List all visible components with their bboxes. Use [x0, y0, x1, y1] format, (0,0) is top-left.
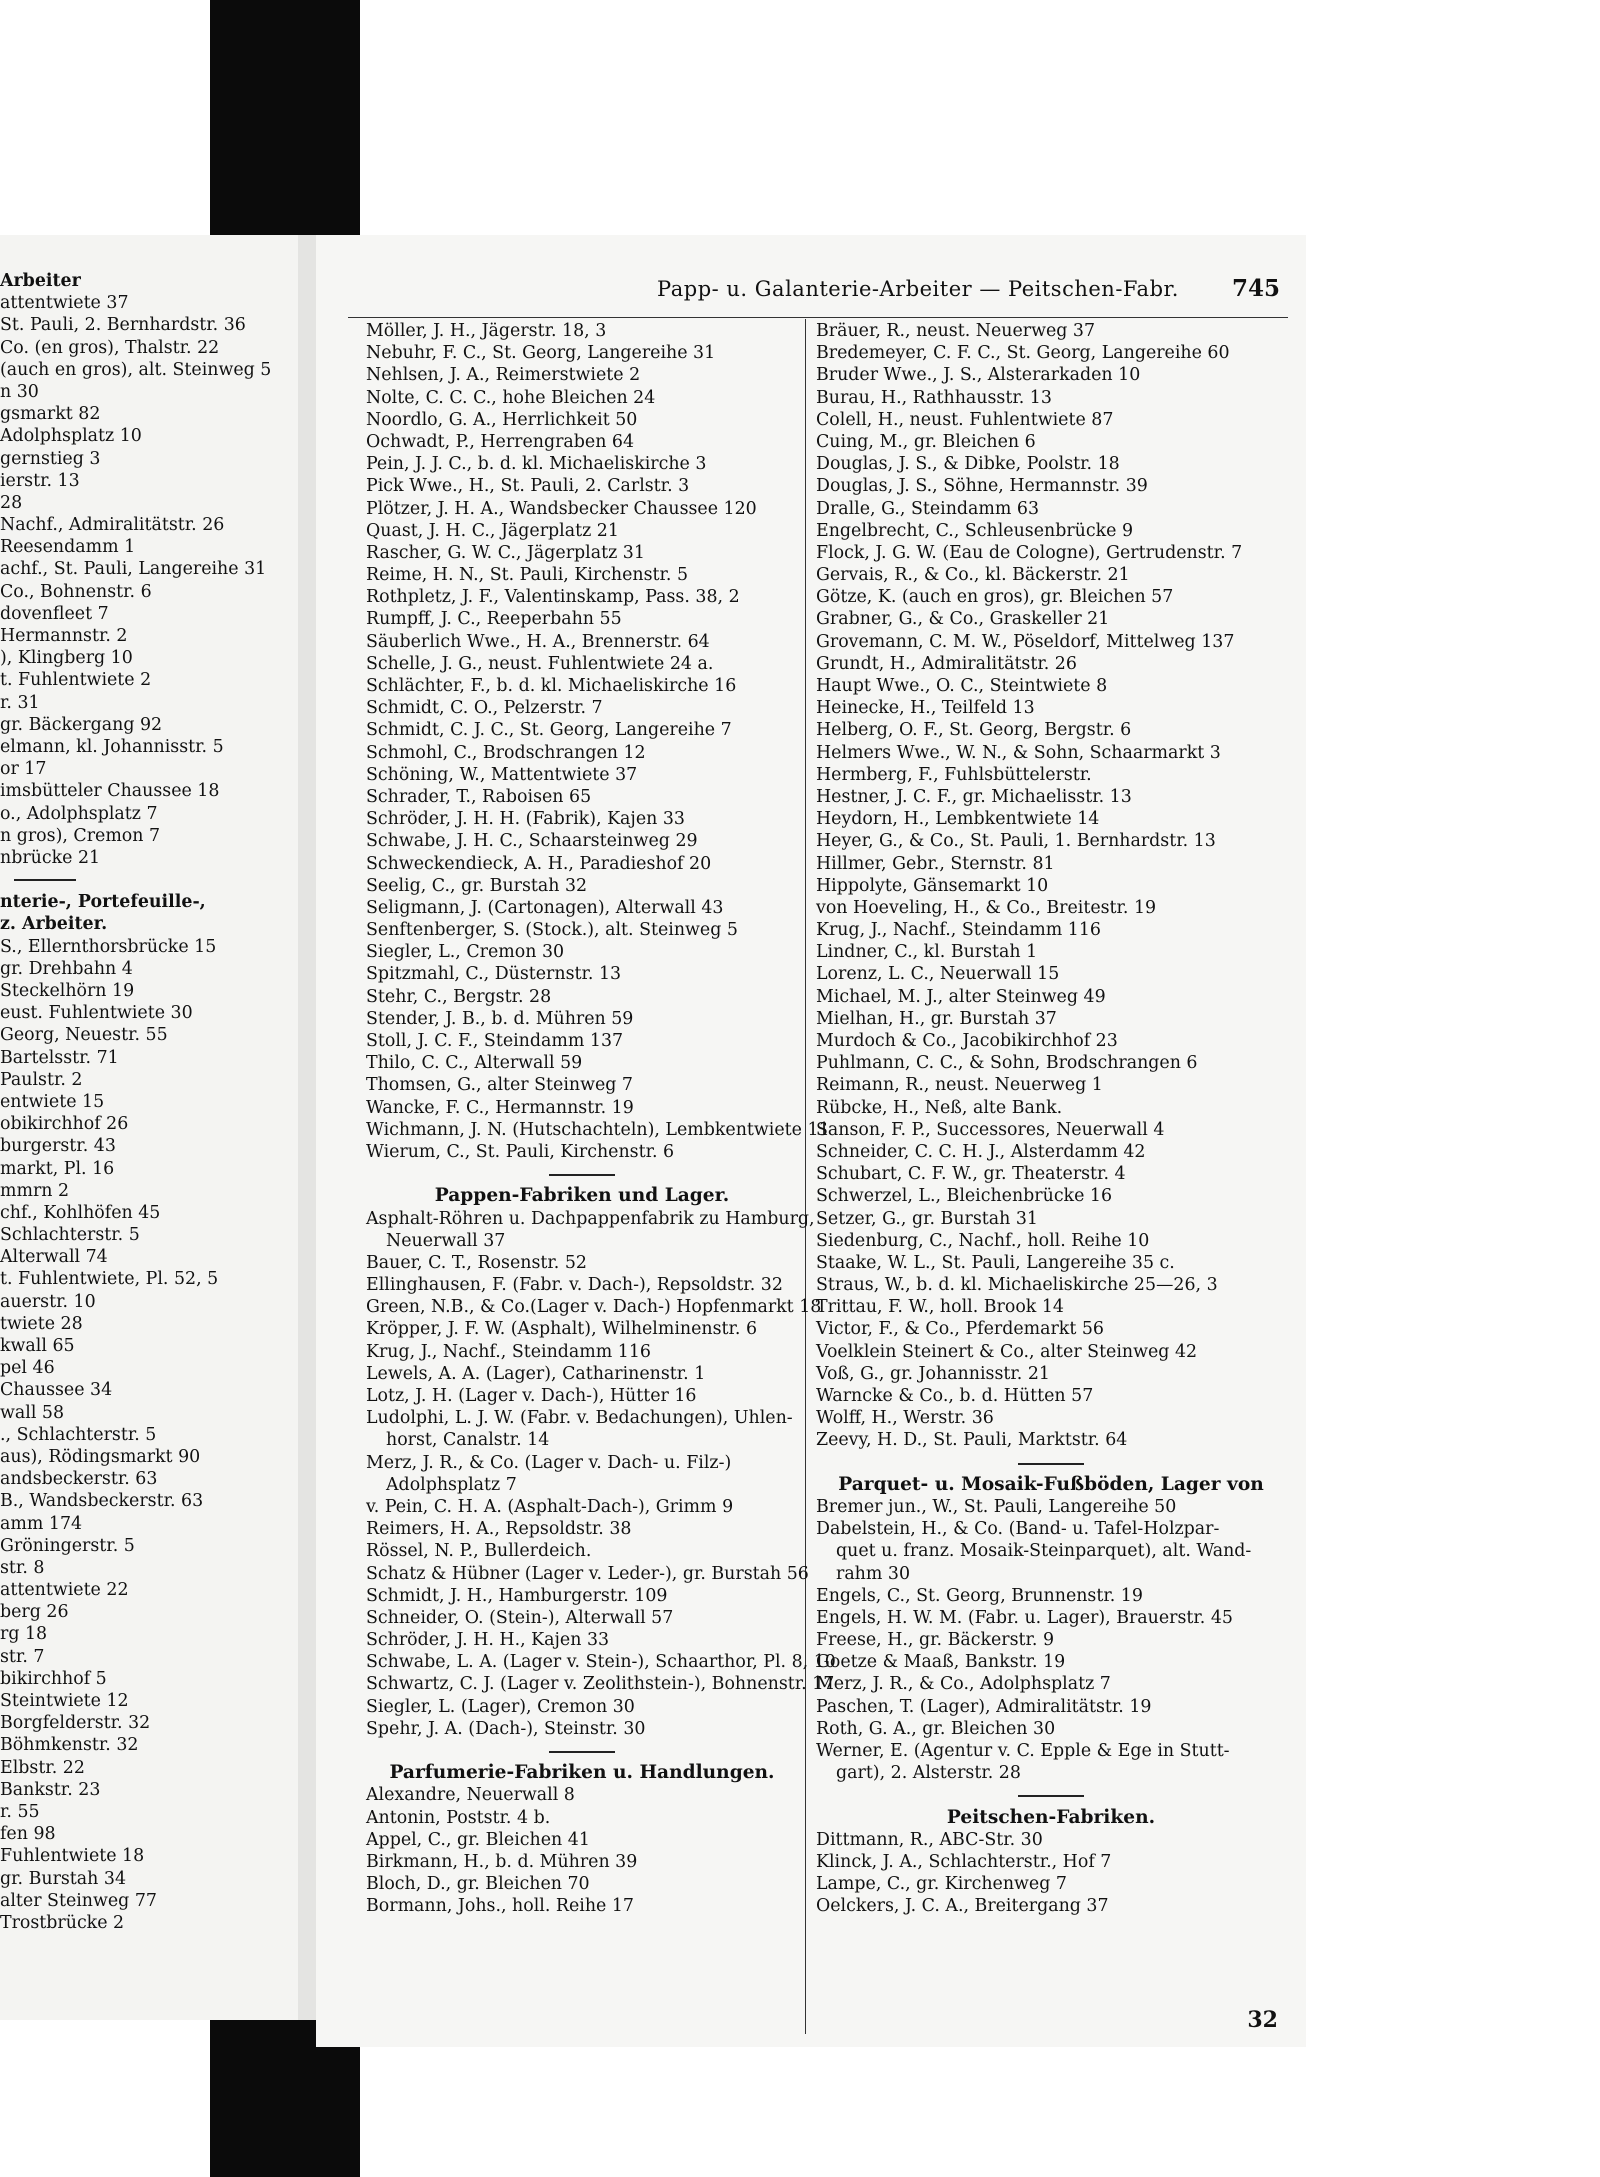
directory-entry: t. Fuhlentwiete, Pl. 52, 5	[0, 1269, 219, 1290]
section-heading: z. Arbeiter.	[0, 914, 108, 935]
directory-entry: Ludolphi, L. J. W. (Fabr. v. Bedachungen), Uhlen-	[366, 1408, 793, 1429]
directory-entry: Götze, K. (auch en gros), gr. Bleichen 57	[816, 587, 1174, 608]
directory-entry: amm 174	[0, 1513, 83, 1534]
directory-entry: ), Klingberg 10	[0, 648, 133, 669]
directory-entry: Asphalt-Röhren u. Dachpappenfabrik zu Hamburg,	[366, 1208, 815, 1229]
directory-entry: gr. Drehbahn 4	[0, 958, 133, 979]
directory-entry: Säuberlich Wwe., H. A., Brennerstr. 64	[366, 631, 710, 652]
directory-entry: Hippolyte, Gänsemarkt 10	[816, 875, 1049, 896]
directory-entry: Alexandre, Neuerwall 8	[366, 1785, 575, 1806]
directory-entry: Gröningerstr. 5	[0, 1535, 135, 1556]
directory-entry: Paulstr. 2	[0, 1069, 83, 1090]
directory-entry: quet u. franz. Mosaik-Steinparquet), alt. Wand-	[836, 1541, 1252, 1562]
directory-entry: Schatz & Hübner (Lager v. Leder-), gr. Burstah 56	[366, 1563, 809, 1584]
directory-entry: Heyer, G., & Co., St. Pauli, 1. Bernhardstr. 13	[816, 831, 1216, 852]
directory-entry: Grabner, G., & Co., Graskeller 21	[816, 609, 1110, 630]
directory-entry: str. 8	[0, 1557, 45, 1578]
directory-entry: r. 55	[0, 1801, 40, 1822]
directory-entry: Reimers, H. A., Repsoldstr. 38	[366, 1519, 632, 1540]
directory-entry: Trostbrücke 2	[0, 1912, 125, 1933]
directory-entry: eust. Fuhlentwiete 30	[0, 1003, 193, 1024]
directory-entry: mmrn 2	[0, 1180, 70, 1201]
directory-entry: Elbstr. 22	[0, 1757, 85, 1778]
directory-entry: Schelle, J. G., neust. Fuhlentwiete 24 a.	[366, 653, 714, 674]
directory-entry: Fuhlentwiete 18	[0, 1846, 145, 1867]
directory-entry: Colell, H., neust. Fuhlentwiete 87	[816, 409, 1114, 430]
directory-entry: Cuing, M., gr. Bleichen 6	[816, 431, 1036, 452]
directory-entry: Quast, J. H. C., Jägerplatz 21	[366, 520, 619, 541]
section-heading: Parfumerie-Fabriken u. Handlungen.	[389, 1762, 775, 1784]
directory-entry: n gros), Cremon 7	[0, 825, 161, 846]
directory-entry: Wichmann, J. N. (Hutschachteln), Lembkentwiete 11	[366, 1119, 830, 1140]
section-heading: Pappen-Fabriken und Lager.	[434, 1185, 730, 1207]
directory-entry: Borgfelderstr. 32	[0, 1713, 151, 1734]
directory-entry: Green, N.B., & Co.(Lager v. Dach-) Hopfenmarkt 18	[366, 1297, 822, 1318]
directory-entry: alter Steinweg 77	[0, 1890, 157, 1911]
directory-entry: Setzer, G., gr. Burstah 31	[816, 1208, 1038, 1229]
directory-entry: Lampe, C., gr. Kirchenweg 7	[816, 1874, 1067, 1895]
directory-entry: Bloch, D., gr. Bleichen 70	[366, 1874, 590, 1895]
directory-entry: Stoll, J. C. F., Steindamm 137	[366, 1031, 624, 1051]
directory-entry: berg 26	[0, 1602, 69, 1623]
directory-entry: Helmers Wwe., W. N., & Sohn, Schaarmarkt 3	[816, 742, 1221, 763]
directory-entry: Nehlsen, J. A., Reimerstwiete 2	[366, 365, 641, 386]
directory-entry: Douglas, J. S., & Dibke, Poolstr. 18	[816, 454, 1120, 475]
directory-entry: Siegler, L. (Lager), Cremon 30	[366, 1696, 635, 1717]
directory-entry: Siedenburg, C., Nachf., holl. Reihe 10	[816, 1230, 1150, 1251]
section-heading: Parquet- u. Mosaik-Fußböden, Lager von	[838, 1473, 1264, 1495]
directory-entry: Neuerwall 37	[386, 1230, 506, 1251]
directory-entry: Hillmer, Gebr., Sternstr. 81	[816, 853, 1055, 874]
directory-entry: aus), Rödingsmarkt 90	[0, 1446, 201, 1467]
directory-entry: Georg, Neuestr. 55	[0, 1025, 168, 1046]
directory-entry: Steckelhörn 19	[0, 981, 135, 1001]
directory-entry: Schröder, J. H. H., Kajen 33	[366, 1630, 610, 1651]
directory-entry: Nebuhr, F. C., St. Georg, Langereihe 31	[366, 343, 716, 364]
directory-entry: gart), 2. Alsterstr. 28	[836, 1763, 1021, 1784]
directory-entry: S., Ellernthorsbrücke 15	[0, 936, 217, 957]
directory-entry: Senftenberger, S. (Stock.), alt. Steinweg 5	[366, 920, 738, 941]
directory-entry: Seelig, C., gr. Burstah 32	[366, 875, 588, 896]
directory-entry: Seligmann, J. (Cartonagen), Alterwall 43	[366, 897, 724, 918]
directory-entry: Schweckendieck, A. H., Paradieshof 20	[366, 853, 712, 874]
directory-entry: (auch en gros), alt. Steinweg 5	[0, 359, 272, 380]
directory-entry: Chaussee 34	[0, 1380, 113, 1401]
directory-entry: Schwartz, C. J. (Lager v. Zeolithstein-), Bohnenstr. 17	[366, 1674, 835, 1695]
directory-entry: Bankstr. 23	[0, 1779, 101, 1800]
directory-entry: auerstr. 10	[0, 1291, 96, 1312]
signature-mark: 32	[1247, 2007, 1278, 2033]
directory-entry: Stender, J. B., b. d. Mühren 59	[366, 1008, 634, 1029]
directory-entry: chf., Kohlhöfen 45	[0, 1202, 161, 1223]
directory-entry: andsbeckerstr. 63	[0, 1469, 158, 1490]
directory-entry: Douglas, J. S., Söhne, Hermannstr. 39	[816, 476, 1148, 497]
directory-entry: Rössel, N. P., Bullerdeich.	[366, 1541, 592, 1562]
directory-entry: Freese, H., gr. Bäckerstr. 9	[816, 1630, 1055, 1651]
directory-entry: rahm 30	[836, 1563, 911, 1584]
column-divider	[805, 319, 806, 2034]
directory-entry: Kröpper, J. F. W. (Asphalt), Wilhelminenstr. 6	[366, 1319, 758, 1340]
book-spine	[298, 235, 316, 2020]
directory-entry: Rübcke, H., Neß, alte Bank.	[816, 1097, 1063, 1118]
directory-entry: Klinck, J. A., Schlachterstr., Hof 7	[816, 1851, 1112, 1872]
directory-entry: Heydorn, H., Lembkentwiete 14	[816, 809, 1100, 830]
directory-entry: Hermannstr. 2	[0, 626, 128, 646]
directory-entry: Wancke, F. C., Hermannstr. 19	[366, 1097, 634, 1118]
directory-entry: Schröder, J. H. H. (Fabrik), Kajen 33	[366, 809, 685, 830]
directory-entry: imsbütteler Chaussee 18	[0, 781, 220, 802]
directory-entry: Werner, E. (Agentur v. C. Epple & Ege in Stutt-	[816, 1741, 1230, 1761]
directory-entry: elmann, kl. Johannisstr. 5	[0, 736, 224, 757]
section-divider	[816, 1784, 1286, 1806]
directory-entry: nbrücke 21	[0, 847, 101, 868]
directory-entry: Schubart, C. F. W., gr. Theaterstr. 4	[816, 1164, 1126, 1185]
directory-entry: Schmidt, C. O., Pelzerstr. 7	[366, 698, 603, 719]
directory-entry: gsmarkt 82	[0, 404, 101, 425]
directory-entry: markt, Pl. 16	[0, 1158, 115, 1179]
directory-entry: Lewels, A. A. (Lager), Catharinenstr. 1	[366, 1363, 706, 1384]
running-title: Papp- u. Galanterie-Arbeiter — Peitschen-Fabr.	[657, 277, 1179, 301]
directory-entry: Pick Wwe., H., St. Pauli, 2. Carlstr. 3	[366, 476, 690, 497]
directory-entry: Thilo, C. C., Alterwall 59	[366, 1053, 583, 1074]
section-heading: Arbeiter	[0, 271, 81, 291]
directory-entry: Flock, J. G. W. (Eau de Cologne), Gertrudenstr. 7	[816, 542, 1243, 563]
directory-entry: t. Fuhlentwiete 2	[0, 670, 152, 691]
directory-entry: Straus, W., b. d. kl. Michaeliskirche 25—26, 3	[816, 1275, 1218, 1296]
directory-entry: Lorenz, L. C., Neuerwall 15	[816, 964, 1060, 985]
directory-entry: Bauer, C. T., Rosenstr. 52	[366, 1252, 587, 1273]
directory-entry: Sanson, F. P., Successores, Neuerwall 4	[816, 1119, 1165, 1140]
directory-entry: attentwiete 22	[0, 1580, 129, 1601]
directory-entry: Spitzmahl, C., Düsternstr. 13	[366, 964, 622, 985]
directory-entry: Appel, C., gr. Bleichen 41	[366, 1829, 590, 1850]
directory-entry: Dittmann, R., ABC-Str. 30	[816, 1829, 1043, 1850]
directory-entry: Bormann, Johs., holl. Reihe 17	[366, 1896, 634, 1917]
directory-entry: Staake, W. L., St. Pauli, Langereihe 35 c.	[816, 1252, 1175, 1273]
directory-entry: Adolphsplatz 10	[0, 426, 142, 447]
directory-entry: Engels, H. W. M. (Fabr. u. Lager), Brauerstr. 45	[816, 1607, 1233, 1628]
section-heading: nterie-, Portefeuille-,	[0, 892, 206, 913]
directory-entry: twiete 28	[0, 1313, 83, 1334]
directory-entry: von Hoeveling, H., & Co., Breitestr. 19	[816, 897, 1157, 918]
directory-entry: Heinecke, H., Teilfeld 13	[816, 698, 1035, 719]
directory-entry: Wolff, H., Werstr. 36	[816, 1408, 994, 1429]
directory-entry: Bremer jun., W., St. Pauli, Langereihe 50	[816, 1496, 1177, 1517]
directory-entry: Engelbrecht, C., Schleusenbrücke 9	[816, 520, 1134, 541]
directory-entry: Zeevy, H. D., St. Pauli, Marktstr. 64	[816, 1430, 1128, 1451]
left-page	[0, 235, 298, 2020]
directory-entry: Roth, G. A., gr. Bleichen 30	[816, 1718, 1056, 1739]
directory-entry: Voelklein Steinert & Co., alter Steinweg 42	[816, 1341, 1198, 1362]
directory-entry: Ochwadt, P., Herrengraben 64	[366, 431, 635, 452]
directory-entry: rg 18	[0, 1624, 48, 1645]
directory-entry: Böhmkenstr. 32	[0, 1735, 139, 1756]
directory-entry: gernstieg 3	[0, 448, 101, 469]
header-rule	[348, 317, 1288, 318]
directory-entry: Grundt, H., Admiralitätstr. 26	[816, 653, 1077, 674]
directory-entry: Warncke & Co., b. d. Hütten 57	[816, 1386, 1094, 1406]
directory-entry: str. 7	[0, 1646, 45, 1667]
directory-entry: Bartelsstr. 71	[0, 1047, 119, 1068]
directory-entry: Lotz, J. H. (Lager v. Dach-), Hütter 16	[366, 1386, 697, 1406]
directory-entry: Schwabe, J. H. C., Schaarsteinweg 29	[366, 831, 698, 852]
page-number: 745	[1231, 275, 1280, 302]
directory-entry: Möller, J. H., Jägerstr. 18, 3	[366, 321, 607, 341]
directory-entry: Thomsen, G., alter Steinweg 7	[366, 1075, 633, 1096]
directory-entry: Schwabe, L. A. (Lager v. Stein-), Schaarthor, Pl. 8, 10	[366, 1652, 836, 1673]
directory-entry: Helberg, O. F., St. Georg, Bergstr. 6	[816, 720, 1132, 741]
directory-entry: Haupt Wwe., O. C., Steintwiete 8	[816, 676, 1108, 696]
directory-entry: n 30	[0, 381, 39, 402]
directory-entry: Krug, J., Nachf., Steindamm 116	[816, 920, 1101, 941]
directory-entry: Rumpff, J. C., Reeperbahn 55	[366, 609, 622, 630]
directory-entry: wall 58	[0, 1402, 65, 1423]
directory-entry: Spehr, J. A. (Dach-), Steinstr. 30	[366, 1718, 646, 1739]
directory-entry: Wierum, C., St. Pauli, Kirchenstr. 6	[366, 1141, 675, 1162]
directory-entry: Oelckers, J. C. A., Breitergang 37	[816, 1896, 1109, 1917]
directory-entry: Reimann, R., neust. Neuerweg 1	[816, 1075, 1103, 1096]
directory-entry: Victor, F., & Co., Pferdemarkt 56	[816, 1319, 1104, 1340]
directory-entry: gr. Burstah 34	[0, 1868, 127, 1889]
directory-entry: Siegler, L., Cremon 30	[366, 942, 565, 963]
directory-entry: Goetze & Maaß, Bankstr. 19	[816, 1652, 1066, 1673]
directory-entry: Schlachterstr. 5	[0, 1225, 140, 1246]
directory-entry: entwiete 15	[0, 1091, 105, 1112]
directory-entry: Reime, H. N., St. Pauli, Kirchenstr. 5	[366, 565, 689, 586]
directory-entry: Noordlo, G. A., Herrlichkeit 50	[366, 409, 638, 430]
directory-entry: Gervais, R., & Co., kl. Bäckerstr. 21	[816, 565, 1130, 586]
directory-entry: Reesendamm 1	[0, 537, 136, 558]
left-page-column	[0, 270, 298, 1934]
directory-entry: pel 46	[0, 1358, 55, 1379]
directory-entry: 28	[0, 492, 23, 513]
directory-entry: Rothpletz, J. F., Valentinskamp, Pass. 38, 2	[366, 587, 740, 608]
directory-entry: Schöning, W., Mattentwiete 37	[366, 764, 638, 785]
directory-entry: Schmidt, C. J. C., St. Georg, Langereihe 7	[366, 720, 732, 741]
directory-entry: Engels, C., St. Georg, Brunnenstr. 19	[816, 1585, 1143, 1606]
directory-entry: Plötzer, J. H. A., Wandsbecker Chaussee 120	[366, 498, 757, 519]
directory-entry: Schwerzel, L., Bleichenbrücke 16	[816, 1186, 1113, 1207]
directory-entry: Burau, H., Rathhausstr. 13	[816, 387, 1052, 408]
directory-entry: Schneider, C. C. H. J., Alsterdamm 42	[816, 1141, 1146, 1162]
directory-entry: Alterwall 74	[0, 1247, 108, 1268]
directory-entry: Hestner, J. C. F., gr. Michaelisstr. 13	[816, 786, 1132, 807]
directory-entry: ., Schlachterstr. 5	[0, 1424, 157, 1445]
directory-entry: Voß, G., gr. Johannisstr. 21	[816, 1363, 1050, 1384]
directory-entry: Antonin, Poststr. 4 b.	[366, 1807, 551, 1828]
section-divider	[366, 1740, 798, 1762]
directory-entry: Steintwiete 12	[0, 1691, 129, 1711]
directory-entry: Merz, J. R., & Co. (Lager v. Dach- u. Filz-)	[366, 1452, 732, 1473]
directory-entry: St. Pauli, 2. Bernhardstr. 36	[0, 315, 246, 336]
directory-entry: Stehr, C., Bergstr. 28	[366, 986, 552, 1007]
directory-entry: Krug, J., Nachf., Steindamm 116	[366, 1341, 651, 1362]
directory-entry: ierstr. 13	[0, 470, 80, 491]
section-divider	[816, 1452, 1286, 1474]
directory-entry: Adolphsplatz 7	[386, 1474, 517, 1495]
directory-entry: gr. Bäckergang 92	[0, 714, 163, 735]
directory-entry: Rascher, G. W. C., Jägerplatz 31	[366, 542, 645, 563]
directory-entry: kwall 65	[0, 1336, 75, 1356]
directory-column-2	[816, 320, 1286, 1918]
directory-entry: Dabelstein, H., & Co. (Band- u. Tafel-Holzpar-	[816, 1519, 1220, 1540]
directory-entry: Pein, J. J. C., b. d. kl. Michaeliskirche 3	[366, 454, 707, 475]
directory-entry: Co., Bohnenstr. 6	[0, 581, 152, 602]
directory-entry: Puhlmann, C. C., & Sohn, Brodschrangen 6	[816, 1053, 1198, 1074]
directory-entry: Murdoch & Co., Jacobikirchhof 23	[816, 1031, 1118, 1051]
directory-entry: Grovemann, C. M. W., Pöseldorf, Mittelweg 137	[816, 631, 1235, 652]
directory-entry: Bruder Wwe., J. S., Alsterarkaden 10	[816, 365, 1141, 386]
directory-entry: Schrader, T., Raboisen 65	[366, 786, 592, 807]
directory-entry: Nachf., Admiralitätstr. 26	[0, 515, 225, 536]
directory-entry: Lindner, C., kl. Burstah 1	[816, 942, 1038, 963]
directory-entry: attentwiete 37	[0, 293, 129, 314]
directory-entry: horst, Canalstr. 14	[386, 1430, 550, 1451]
directory-entry: burgerstr. 43	[0, 1136, 116, 1157]
section-heading: Peitschen-Fabriken.	[946, 1806, 1156, 1828]
directory-entry: Bräuer, R., neust. Neuerweg 37	[816, 321, 1096, 341]
directory-entry: Co. (en gros), Thalstr. 22	[0, 337, 220, 358]
directory-entry: Nolte, C. C. C., hohe Bleichen 24	[366, 387, 656, 408]
directory-entry: Schlächter, F., b. d. kl. Michaeliskirche 16	[366, 676, 737, 696]
directory-entry: Merz, J. R., & Co., Adolphsplatz 7	[816, 1674, 1111, 1695]
directory-entry: Birkmann, H., b. d. Mühren 39	[366, 1851, 638, 1872]
directory-entry: r. 31	[0, 692, 40, 713]
directory-column-1	[366, 320, 836, 1918]
right-page	[316, 235, 1306, 2047]
directory-entry: Schmidt, J. H., Hamburgerstr. 109	[366, 1585, 668, 1606]
directory-entry: Trittau, F. W., holl. Brook 14	[816, 1297, 1064, 1318]
directory-entry: achf., St. Pauli, Langereihe 31	[0, 559, 267, 580]
directory-entry: v. Pein, C. H. A. (Asphalt-Dach-), Grimm 9	[366, 1496, 734, 1517]
directory-entry: Dralle, G., Steindamm 63	[816, 498, 1040, 519]
section-divider	[366, 1163, 798, 1185]
directory-entry: obikirchhof 26	[0, 1114, 129, 1135]
directory-entry: dovenfleet 7	[0, 603, 109, 624]
directory-entry: o., Adolphsplatz 7	[0, 803, 158, 824]
directory-entry: B., Wandsbeckerstr. 63	[0, 1491, 204, 1512]
directory-entry: Paschen, T. (Lager), Admiralitätstr. 19	[816, 1696, 1152, 1717]
directory-entry: Hermberg, F., Fuhlsbüttelerstr.	[816, 764, 1092, 785]
directory-entry: Ellinghausen, F. (Fabr. v. Dach-), Repsoldstr. 32	[366, 1275, 783, 1296]
section-divider	[0, 869, 298, 891]
directory-entry: Bredemeyer, C. F. C., St. Georg, Langereihe 60	[816, 343, 1230, 364]
directory-entry: Schmohl, C., Brodschrangen 12	[366, 742, 646, 763]
directory-entry: bikirchhof 5	[0, 1668, 107, 1689]
directory-entry: fen 98	[0, 1824, 56, 1845]
directory-entry: Mielhan, H., gr. Burstah 37	[816, 1008, 1057, 1029]
directory-entry: or 17	[0, 759, 47, 780]
directory-entry: Michael, M. J., alter Steinweg 49	[816, 986, 1106, 1007]
directory-entry: Schneider, O. (Stein-), Alterwall 57	[366, 1607, 674, 1628]
